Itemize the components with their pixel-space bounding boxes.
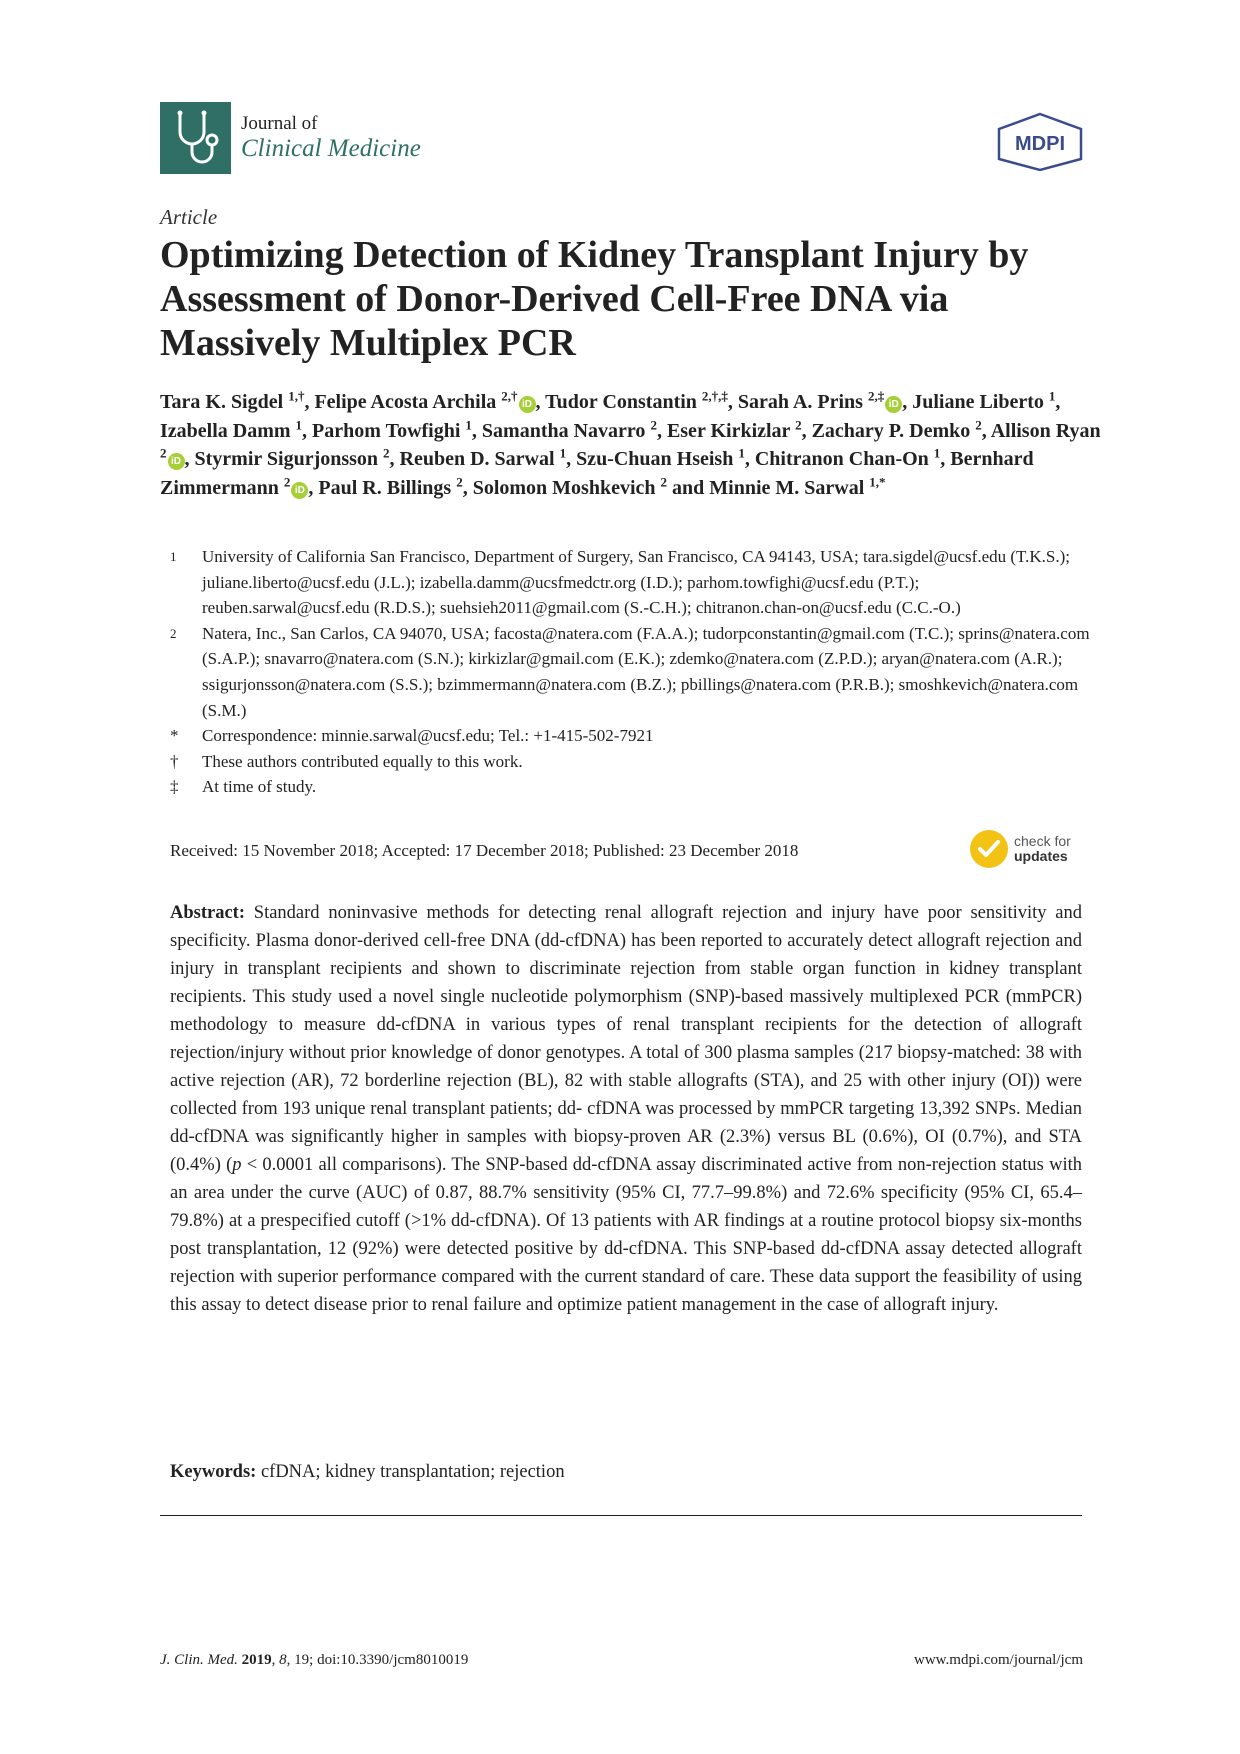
p-value-symbol: p — [232, 1155, 242, 1175]
affiliation-item — [170, 621, 1090, 723]
affiliation-text: Natera, Inc., San Carlos, CA 94070, USA; facosta@natera.com (F.A.A.); tudorpconstantin@gmail.com (T.C.); sprins@natera.com (S.A.P.); snavarro@natera.com (S.N.); kirkizlar@gmail.com (E.K.); zdemko@natera.com (Z.P.D.); aryan@natera.com (A.R.); ssigurjonsson@natera.com (S.S.); bzimmermann@natera.com (B.Z.); pbillings@natera.com (P.R.B.); smoshkevich@natera.com (S.M.) — [202, 623, 1090, 720]
keywords-text: cfDNA; kidney transplantation; rejection — [256, 1462, 565, 1482]
author-affiliation-marker: 1 — [559, 445, 567, 461]
author-name: Samantha Navarro — [481, 419, 646, 442]
author-name: Felipe Acosta Archila — [314, 391, 497, 413]
affiliation-marker: 1 — [170, 549, 177, 564]
affiliation-marker: 2 — [170, 625, 177, 641]
publisher-name: MDPI — [1015, 133, 1065, 155]
author-name: Tara K. Sigdel — [160, 391, 284, 413]
author-name: Tudor Constantin — [545, 391, 697, 413]
keywords-label: Keywords: — [170, 1462, 257, 1482]
affiliation-item — [170, 723, 1090, 749]
author-name: Sarah A. Prins — [737, 391, 863, 413]
author-name: Solomon Moshkevich — [472, 476, 656, 499]
footer-url[interactable]: www.mdpi.com/journal/jcm — [914, 1652, 1083, 1668]
affiliation-text: University of California San Francisco, Department of Surgery, San Francisco, CA 94143, USA; tara.sigdel@ucsf.edu (T.K.S.); juliane.liberto@ucsf.edu (J.L.); izabella.damm@ucsfmedctr.org (I.D.); parhom.towfighi@ucsf.edu (P.T.); reuben.sarwal@ucsf.edu (R.D.S.); suehsieh2011@gmail.com (S.-C.H.); chitranon.chan-on@ucsf.edu (C.C.-O.) — [202, 547, 1071, 618]
author-name: Minnie M. Sarwal — [709, 476, 865, 499]
section-divider — [160, 1515, 1082, 1516]
journal-abbrev: J. Clin. Med. — [160, 1652, 238, 1668]
affiliation-item — [170, 774, 1090, 800]
author-affiliation-marker: 1 — [1048, 388, 1056, 404]
author-affiliation-marker: 1 — [295, 416, 303, 432]
author-affiliation-marker: 2 — [650, 416, 657, 432]
orcid-icon[interactable]: iD — [291, 482, 308, 499]
footer-year: 2019 — [241, 1652, 272, 1668]
check-for-updates-badge[interactable] — [970, 830, 1071, 868]
affiliation-text: These authors contributed equally to this work. — [202, 751, 523, 771]
paper-title: Optimizing Detection of Kidney Transplant Injury by Assessment of Donor-Derived Cell-Free DNA via Massively Multiplex PCR — [160, 234, 1029, 364]
author-name: Juliane Liberto — [912, 391, 1044, 413]
abstract-text-part1: Standard noninvasive methods for detecting renal allograft rejection and injury have poor sensitivity and specificity. Plasma donor-derived cell-free DNA (dd-cfDNA) has been reported to accurately detect allograft rejection and injury in transplant recipients and shown to discriminate rejection from stable organ function in kidney transplant recipients. This study used a novel single nucleotide polymorphism (SNP)-based massively multiplexed PCR (mmPCR) methodology to measure dd-cfDNA in various types of renal transplant recipients for the detection of allograft rejection/injury without prior knowledge of donor genotypes. A total of 300 plasma samples (217 biopsy-matched: 38 with active rejection (AR), 72 borderline rejection (BL), 82 with stable allografts (STA), and 25 with other injury (OI)) were collected from 193 unique renal transplant patients; dd- cfDNA was processed by mmPCR targeting 13,392 SNPs. Median dd-cfDNA was significantly higher in samples with biopsy-proven AR (2.3%) versus BL (0.6%), OI (0.7%), and STA (0.4%) ( — [170, 903, 1082, 1175]
author-name: Paul R. Billings — [318, 476, 452, 499]
author-affiliation-marker: 1 — [465, 416, 472, 432]
author-connector: and — [672, 476, 705, 499]
footer-citation: J. Clin. Med. 2019, 8, 19; doi:10.3390/jcm8010019 — [160, 1652, 469, 1668]
author-affiliation-marker: 1,* — [869, 473, 886, 489]
author-name: Reuben D. Sarwal — [399, 448, 555, 470]
keywords — [170, 1462, 565, 1483]
footer-doi: , 19; doi:10.3390/jcm8010019 — [286, 1652, 469, 1668]
author-affiliation-marker: 2,†,‡ — [701, 388, 728, 404]
stethoscope-icon — [160, 102, 231, 174]
abstract — [170, 899, 1082, 1319]
publication-dates: Received: 15 November 2018; Accepted: 17 December 2018; Published: 23 December 2018 — [170, 841, 799, 860]
author-affiliation-marker: 1,† — [288, 388, 305, 404]
affiliation-marker: ‡ — [170, 777, 179, 797]
author-affiliation-marker: 1 — [933, 445, 941, 461]
author-name: Szu-Chuan Hseish — [576, 448, 734, 470]
author-name: Allison Ryan — [990, 419, 1101, 442]
checkmark-icon — [970, 830, 1008, 868]
journal-name-line2: Clinical Medicine — [241, 134, 421, 162]
journal-logo — [160, 102, 421, 174]
author-affiliation-marker: 2,‡ — [867, 388, 885, 404]
affiliation-marker: * — [170, 726, 179, 746]
author-affiliation-marker: 2 — [160, 445, 167, 461]
affiliation-text: Correspondence: minnie.sarwal@ucsf.edu; Tel.: +1-415-502-7921 — [202, 726, 654, 746]
orcid-icon[interactable]: iD — [885, 396, 902, 413]
orcid-icon[interactable]: iD — [168, 453, 185, 470]
author-affiliation-marker: 2,† — [501, 388, 518, 404]
author-affiliation-marker: 2 — [660, 473, 668, 489]
author-affiliation-marker: 2 — [795, 416, 802, 432]
abstract-label: Abstract: — [170, 903, 246, 923]
author-affiliation-marker: 2 — [383, 445, 390, 461]
check-updates-line1: check for — [1014, 833, 1071, 850]
journal-name-line1: Journal of — [241, 112, 318, 134]
footer-volume: 8 — [279, 1652, 287, 1668]
affiliation-item — [170, 544, 1090, 621]
author-name: Zachary P. Demko — [811, 419, 971, 442]
mdpi-logo — [995, 112, 1085, 172]
affiliation-item — [170, 749, 1090, 775]
author-name: Parhom Towfighi — [312, 419, 461, 442]
author-affiliation-marker: 2 — [283, 473, 291, 489]
orcid-icon[interactable]: iD — [519, 396, 536, 413]
affiliation-text: At time of study. — [202, 777, 317, 797]
author-name: Izabella Damm — [160, 419, 291, 442]
author-name: Styrmir Sigurjonsson — [194, 448, 379, 470]
author-affiliation-marker: 2 — [456, 473, 463, 489]
article-type: Article — [160, 205, 218, 229]
author-name: Eser Kirkizlar — [666, 419, 791, 442]
affiliation-marker: † — [170, 751, 179, 771]
affiliations — [170, 544, 1090, 800]
abstract-text-part2: < 0.0001 all comparisons). The SNP-based dd-cfDNA assay discriminated active from non-rejection status with an area under the curve (AUC) of 0.87, 88.7% sensitivity (95% CI, 77.7–99.8%) and 72.6% specificity (95% CI, 65.4–79.8%) at a prespecified cutoff (>1% dd-cfDNA). Of 13 patients with AR findings at a routine protocol biopsy six-months post transplantation, 12 (92%) were detected positive by dd-cfDNA. This SNP-based dd-cfDNA assay detected allograft rejection with superior performance compared with the current standard of care. These data support the feasibility of using this assay to detect disease prior to renal failure and optimize patient management in the case of allograft injury. — [170, 1155, 1082, 1315]
check-updates-line2: updates — [1014, 848, 1068, 864]
author-affiliation-marker: 2 — [975, 416, 982, 432]
author-name: Chitranon Chan-On — [754, 448, 929, 470]
author-name: Bernhard Zimmermann — [160, 448, 1034, 499]
author-list: Tara K. Sigdel $^{1,\dagger}$, Felipe Acosta Archila $^{2,\dagger}$iD , Tudor Constantin $^{2,\dagger,\ddagger}$, Sarah A. Prins $^{2,\ddagger}$iD , Juliane Liberto $^1$, Izabella Damm $^1$, Parhom Towfighi $^1$, Samantha Navarro $^2$, Eser Kirkizlar $^2$, Zachary P. Demko $^2$, Allison Ryan $^2$iD , Styrmir Sigurjonsson $^2$, Reuben D. Sarwal $^1$, Szu-Chuan Hseish $^1$, Chitranon Chan-On $^1$, Bernhard Zimmermann $^2$iD , Paul R. Billings $^2$, Solomon Moshkevich $^2$ and Minnie M. Sarwal $^{1,*}$ — [160, 388, 1101, 499]
author-affiliation-marker: 1 — [738, 445, 745, 461]
